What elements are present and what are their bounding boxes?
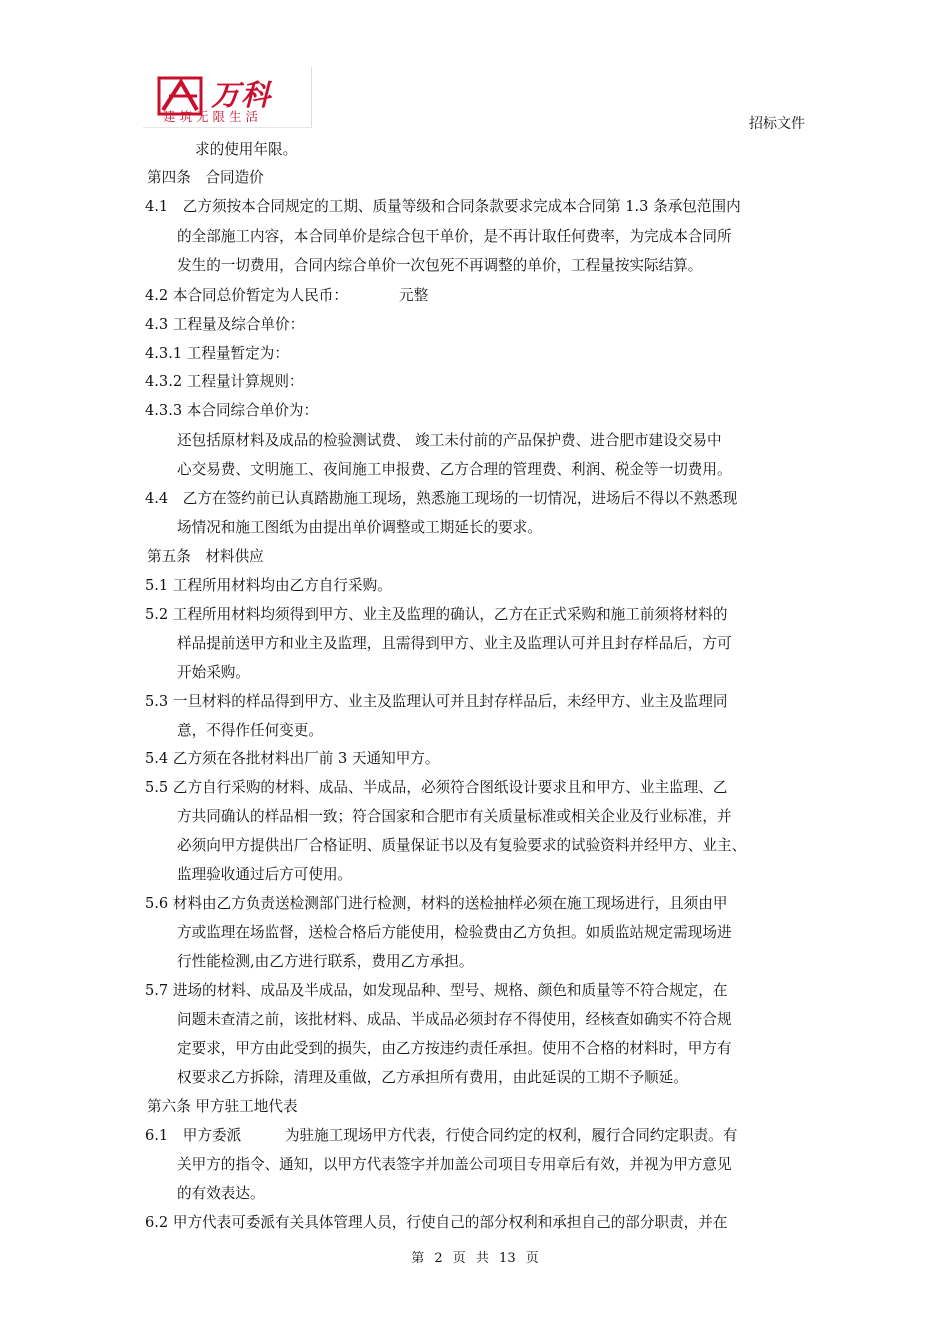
clause-line: 4.4 乙方在签约前已认真踏勘施工现场，熟悉施工现场的一切情况，进场后不得以不熟悉现 (145, 490, 738, 507)
clause-line: 4.3.1 工程量暂定为： (145, 345, 289, 362)
logo-brand-text: 万科 (211, 78, 272, 112)
body-line: 心交易费、文明施工、夜间施工申报费、乙方合理的管理费、利润、税金等一切费用。 (177, 461, 732, 478)
body-line: 场情况和施工图纸为由提出单价调整或工期延长的要求。 (177, 519, 542, 536)
section-heading: 第五条 材料供应 (147, 548, 264, 565)
page-number: 第 2 页 共 13 页 (411, 1251, 539, 1266)
body-line: 关甲方的指令、通知，以甲方代表签字并加盖公司项目专用章后有效，并视为甲方意见 (177, 1156, 732, 1173)
section-heading: 第六条 甲方驻工地代表 (147, 1098, 298, 1115)
body-line: 还包括原材料及成品的检验测试费、 竣工未付前的产品保护费、进合肥市建设交易中 (177, 432, 722, 449)
clause-line: 4.3.3 本合同综合单价为： (145, 402, 319, 419)
clause-line: 5.4 乙方须在各批材料出厂前 3 天通知甲方。 (145, 750, 440, 767)
clause-line: 4.2 本合同总价暂定为人民币： 元整 (145, 287, 429, 304)
clause-line: 6.2 甲方代表可委派有关具体管理人员，行使自己的部分权利和承担自己的部分职责，并在 (145, 1214, 728, 1231)
clause-line: 4.3 工程量及综合单价： (145, 316, 305, 333)
body-line: 的全部施工内容，本合同单价是综合包干单价，是不再计取任何费率，为完成本合同所 (177, 228, 732, 245)
body-line: 问题未查清之前，该批材料、成品、半成品必须封存不得使用，经核查如确实不符合规 (177, 1011, 732, 1028)
body-line: 行性能检测,由乙方进行联系，费用乙方承担。 (177, 953, 474, 970)
clause-line: 5.3 一旦材料的样品得到甲方、业主及监理认可并且封存样品后，未经甲方、业主及监理同 (145, 693, 728, 710)
clause-line: 5.2 工程所用材料均须得到甲方、业主及监理的确认，乙方在正式采购和施工前须将材料的 (145, 606, 728, 623)
document-type-label: 招标文件 (749, 116, 805, 132)
clause-line: 4.1 乙方须按本合同规定的工期、质量等级和合同条款要求完成本合同第 1.3 条承包范围内 (145, 198, 741, 215)
clause-line: 5.5 乙方自行采购的材料、成品、半成品，必须符合图纸设计要求且和甲方、业主监理、乙 (145, 779, 728, 796)
body-line: 方或监理在场监督，送检合格后方能使用，检验费由乙方负担。如质监站规定需现场进 (177, 924, 732, 941)
body-line: 权要求乙方拆除，清理及重做，乙方承担所有费用，由此延误的工期不予顺延。 (177, 1069, 688, 1086)
company-logo (143, 67, 312, 128)
clause-line: 4.3.2 工程量计算规则： (145, 373, 304, 390)
body-line: 必须向甲方提供出厂合格证明、质量保证书以及有复验要求的试验资料并经甲方、业主、 (177, 837, 747, 854)
body-line: 发生的一切费用，合同内综合单价一次包死不再调整的单价，工程量按实际结算。 (177, 257, 703, 274)
body-line: 定要求，甲方由此受到的损失，由乙方按违约责任承担。使用不合格的材料时，甲方有 (177, 1040, 732, 1057)
clause-line: 5.1 工程所用材料均由乙方自行采购。 (145, 577, 392, 594)
body-line: 开始采购。 (177, 664, 250, 681)
body-line: 意，不得作任何变更。 (177, 722, 323, 739)
logo-slogan-text: 建筑无限生活 (163, 109, 263, 124)
body-line: 方共同确认的样品相一致；符合国家和合肥市有关质量标准或相关企业及行业标准，并 (177, 808, 732, 825)
body-line: 求的使用年限。 (195, 141, 298, 158)
clause-line: 5.7 进场的材料、成品及半成品，如发现品种、型号、规格、颜色和质量等不符合规定，在 (145, 982, 728, 999)
clause-line: 5.6 材料由乙方负责送检测部门进行检测，材料的送检抽样必须在施工现场进行，且须由甲 (145, 895, 728, 912)
body-line: 的有效表达。 (177, 1185, 265, 1202)
clause-line: 6.1 甲方委派 为驻施工现场甲方代表，行使合同约定的权利，履行合同约定职责。有 (145, 1127, 738, 1144)
section-heading: 第四条 合同造价 (147, 169, 264, 186)
body-line: 监理验收通过后方可使用。 (177, 866, 353, 883)
body-line: 样品提前送甲方和业主及监理，且需得到甲方、业主及监理认可并且封存样品后，方可 (177, 635, 732, 652)
